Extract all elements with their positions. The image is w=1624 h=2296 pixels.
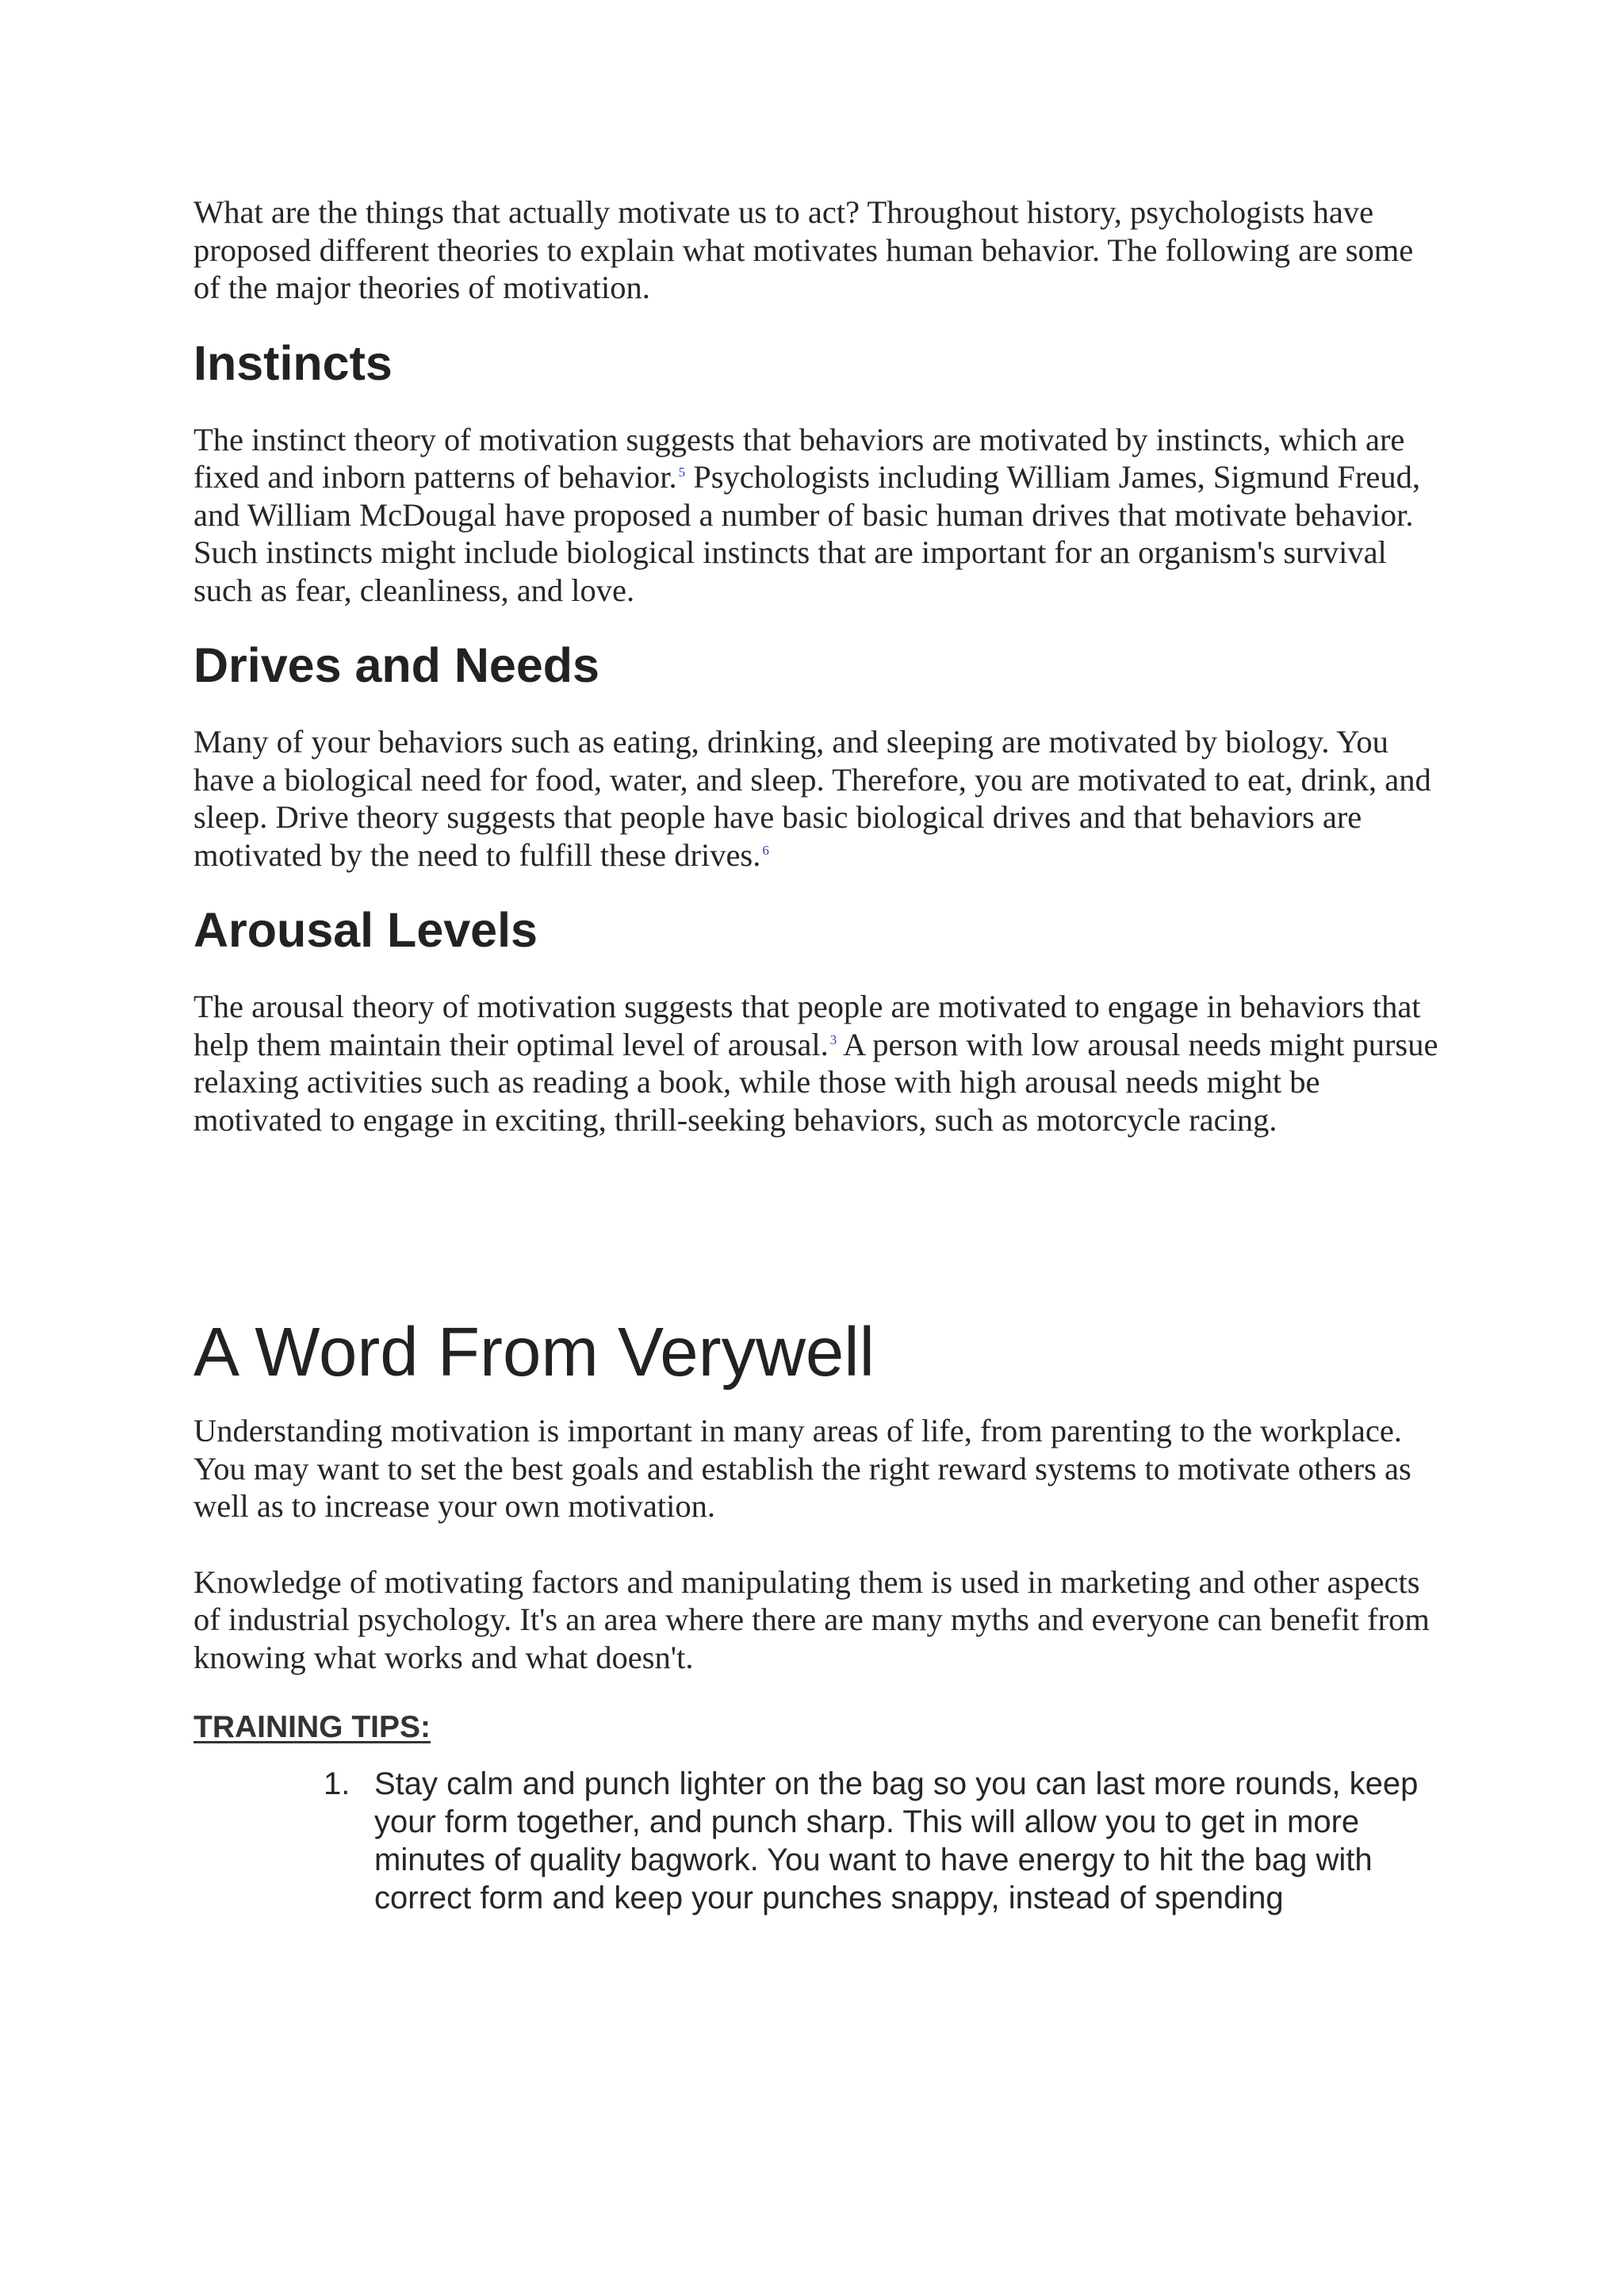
training-tips-list [193,1765,1446,1917]
arousal-text-after: A person with low arousal needs might pursue relaxing activities such as reading a book, while those with high arousal needs might be motivated to engage in exciting, thrill-seeking behaviors, such as motorcycle racing. [193,1026,1438,1138]
closing-paragraph-1: Understanding motivation is important in many areas of life, from parenting to the workplace. You may want to set the best goals and establish the right reward systems to motivate others as well as to increase your own motivation. [193,1413,1411,1524]
intro-paragraph: What are the things that actually motivate us to act? Throughout history, psychologists have proposed different theories to explain what motivates human behavior. The following are some of the major theories of motivation. [193,194,1414,305]
training-tips-label: TRAINING TIPS: [193,1710,431,1744]
section-heading-instincts: Instincts [193,335,393,390]
closing-paragraph-2: Knowledge of motivating factors and manipulating them is used in marketing and other aspects of industrial psychology. It's an area where there are many myths and everyone can benefit from knowing what works and what doesn't. [193,1563,1430,1675]
section-heading-drives-and-needs: Drives and Needs [193,638,599,692]
list-item-number: 1. [324,1766,350,1801]
drives-text-before: Many of your behaviors such as eating, drinking, and sleeping are motivated by biology. You have a biological need for food, water, and sleep. Therefore, you are motivated to eat, drink, and sleep. Drive theory suggests that people have basic biological drives and that behaviors are motivated by the need to fulfill these drives. [193,724,1431,873]
arousal-paragraph [193,988,1446,1138]
document-page [193,193,1446,1917]
list-item-text: Stay calm and punch lighter on the bag so you can last more rounds, keep your form together, and punch sharp. This will allow you to get in more minutes of quality bagwork. You want to have energy to hit the bag with correct form and keep your punches snappy, instead of spending [374,1766,1419,1915]
drives-paragraph [193,723,1446,874]
instincts-text-before: The instinct theory of motivation suggests that behaviors are motivated by instincts, which are fixed and inborn patterns of behavior. [193,421,1405,495]
instincts-paragraph [193,421,1446,610]
section-heading-arousal-levels: Arousal Levels [193,903,538,957]
list-item [193,1765,1446,1917]
closing-heading: A Word From Verywell [193,1314,875,1391]
arousal-text-before: The arousal theory of motivation suggests that people are motivated to engage in behaviors that help them maintain their optimal level of arousal. [193,989,1421,1062]
instincts-text-after: Psychologists including William James, Sigmund Freud, and William McDougal have proposed a number of basic human drives that motivate behavior. Such instincts might include biological instincts that are important for an organism's survival such as fear, cleanliness, and love. [193,459,1420,608]
reference-link-6[interactable]: 6 [762,842,769,858]
reference-link-3[interactable]: 3 [829,1031,837,1047]
reference-link-5[interactable]: 5 [678,465,686,480]
